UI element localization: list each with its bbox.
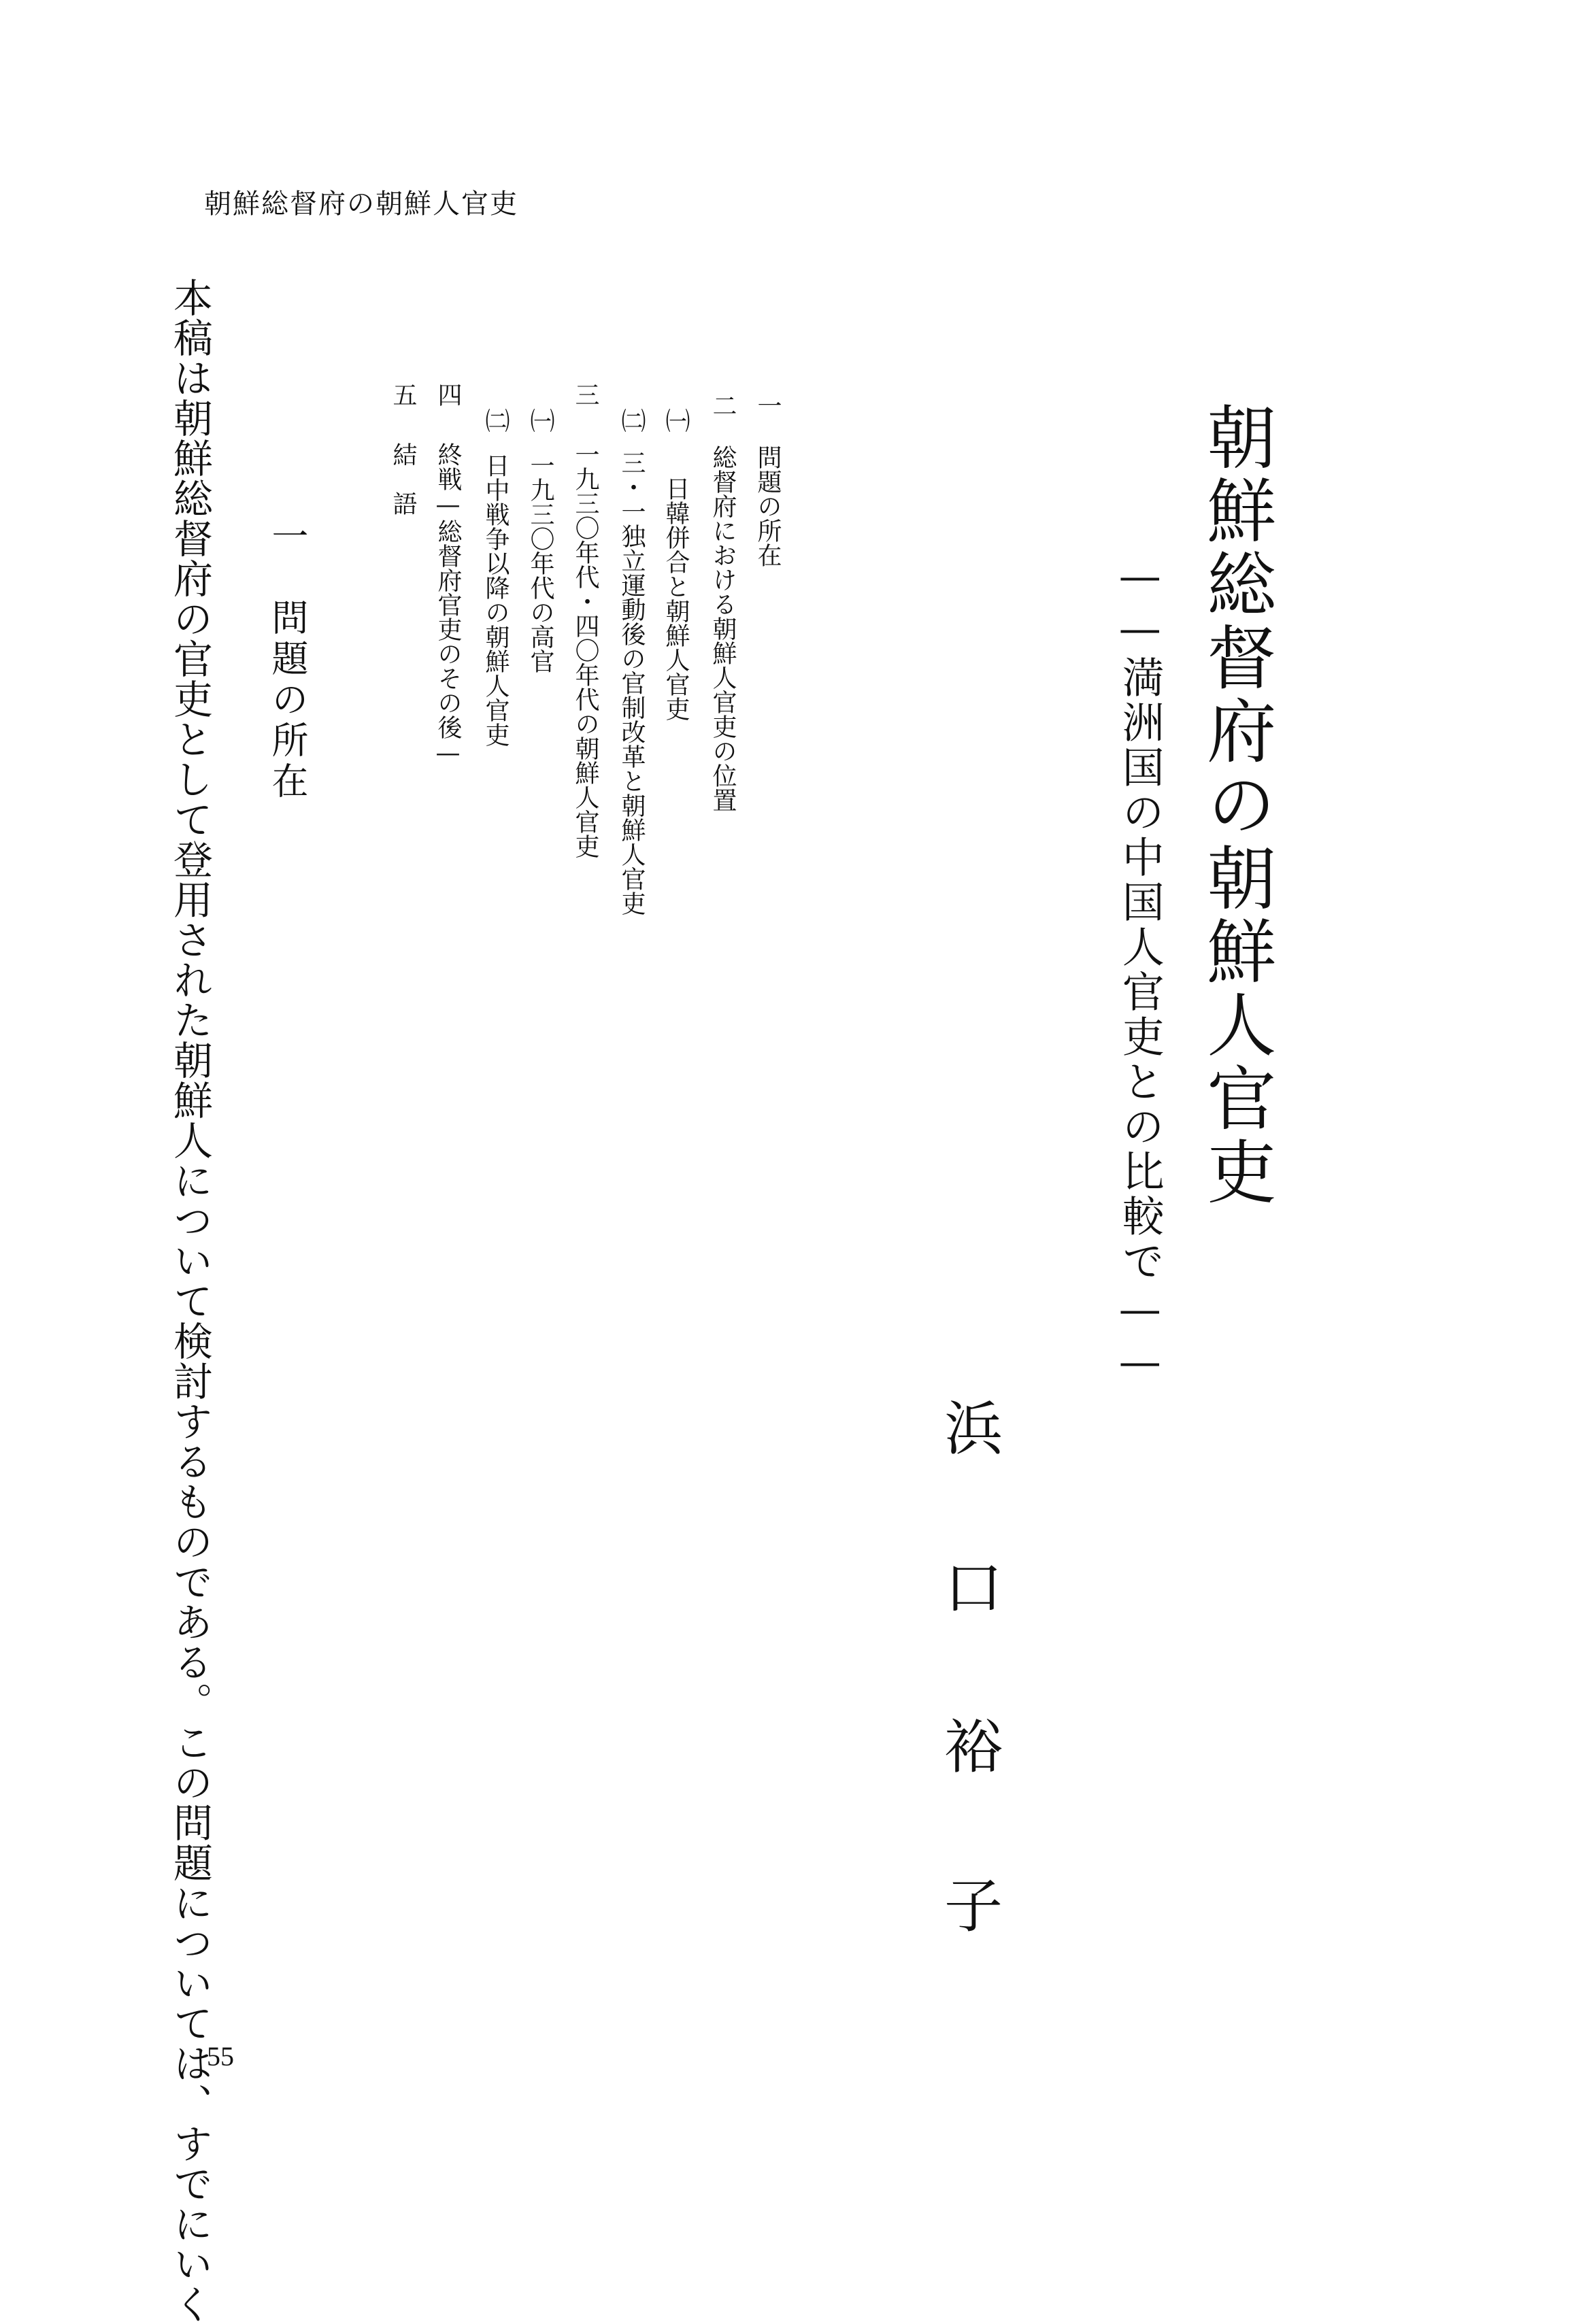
- toc-number: ㈡: [618, 408, 646, 433]
- toc-item-9: [390, 382, 415, 516]
- toc-item-8: [435, 382, 460, 767]
- toc-text: 日中戦争以降の朝鮮人官吏: [482, 453, 510, 747]
- toc-item-4: [619, 408, 644, 915]
- toc-text: 日韓併合と朝鮮人官吏: [662, 476, 690, 721]
- toc-text: 終戦—総督府官吏のその後—: [434, 442, 462, 767]
- toc-number: 三: [571, 382, 599, 407]
- toc-text: 一九三〇年代・四〇年代の朝鮮人官吏: [571, 442, 599, 858]
- toc-text: 結 語: [389, 442, 417, 516]
- toc-item-7: [482, 408, 510, 747]
- toc-number: 五: [389, 382, 417, 407]
- toc-text: 一九三〇年代の高官: [527, 453, 554, 673]
- toc-item-5: [573, 382, 597, 858]
- article-title: 朝鮮総督府の朝鮮人官吏: [1195, 401, 1277, 1209]
- author-name: 浜口裕子: [934, 1398, 1002, 2034]
- toc-number: 一: [754, 393, 782, 418]
- toc-number: 二: [709, 393, 737, 418]
- toc-number: ㈡: [482, 408, 510, 433]
- page-number: 55: [207, 2041, 234, 2072]
- toc-number: ㈠: [527, 408, 554, 433]
- article-subtitle: ——満洲国の中国人官吏との比較で——: [1115, 551, 1165, 1389]
- toc-item-3: [663, 408, 688, 721]
- toc-item-2: [710, 393, 735, 812]
- toc-item-1: [755, 393, 780, 567]
- toc-text: 三・一独立運動後の官制改革と朝鮮人官吏: [618, 450, 646, 915]
- section-heading: 一 問題の所在: [266, 517, 309, 803]
- toc-number: 四: [434, 382, 462, 407]
- body-text: 本稿は朝鮮総督府の官吏として登用された朝鮮人について検討するものである。この問題については、すでにいく: [167, 277, 213, 2324]
- toc-text: 問題の所在: [754, 445, 782, 567]
- toc-number: ㈠: [662, 408, 690, 433]
- toc-item-6: [528, 408, 552, 673]
- running-head: 朝鮮総督府の朝鮮人官吏: [204, 188, 518, 220]
- toc-text: 総督府における朝鮮人官吏の位置: [709, 445, 737, 812]
